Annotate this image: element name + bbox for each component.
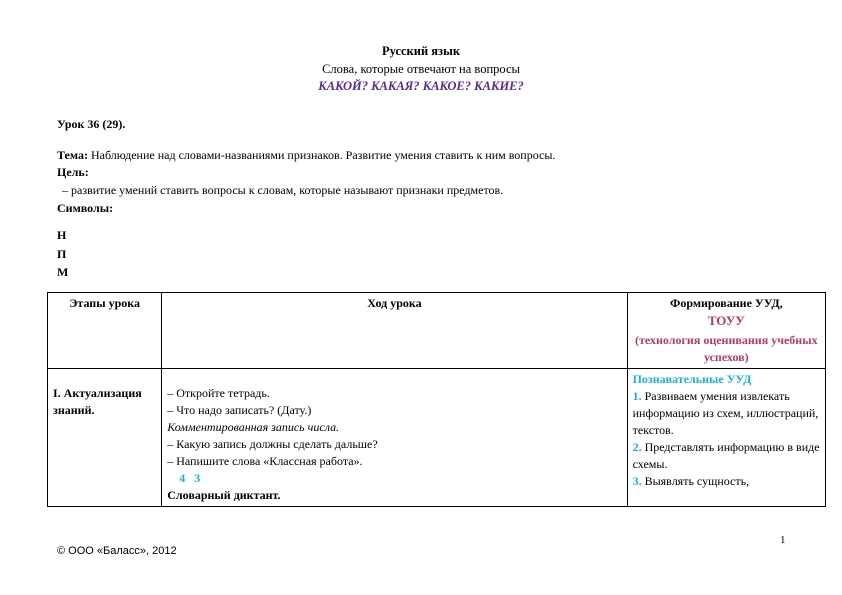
- course-line-7: Словарный диктант.: [167, 488, 281, 502]
- table-row: [48, 369, 826, 507]
- uud-item-3: [633, 473, 820, 490]
- symbol-m: М: [57, 265, 69, 279]
- lesson-tema: [57, 148, 555, 163]
- goal-label: Цель:: [57, 165, 89, 179]
- uud-text-1: Развиваем умения извлекать информацию из схем, иллюстраций, текстов.: [632, 389, 819, 437]
- course-cell: [162, 369, 627, 507]
- header-course: Ход урока: [162, 293, 627, 369]
- topic-line-2: КАКОЙ? КАКАЯ? КАКОЕ? КАКИЕ?: [318, 79, 524, 93]
- symbol-p: П: [57, 247, 67, 261]
- header-uud: [627, 293, 825, 369]
- stage-cell: I. Актуализация знаний.: [48, 369, 162, 507]
- uud-item-1: [633, 388, 820, 439]
- header-uud-line3: (технология оценивания учебных успехов): [635, 333, 818, 364]
- tema-text: Наблюдение над словами-названиями признаков. Развитие умения ставить к ним вопросы.: [87, 148, 556, 162]
- copyright-footer: © ООО «Баласс», 2012: [57, 545, 177, 557]
- course-line-3: Комментированная запись числа.: [167, 420, 340, 434]
- header-stages: Этапы урока: [48, 293, 162, 369]
- table-header-row: [48, 293, 826, 369]
- goal-text: – развитие умений ставить вопросы к словам, которые называют признаки предметов.: [62, 183, 504, 197]
- uud-num-3: 3.: [632, 474, 642, 488]
- uud-text-3: Выявлять сущность,: [641, 474, 750, 488]
- course-line-2: – Что надо записать? (Дату.): [167, 403, 312, 417]
- topic-line-1: Слова, которые отвечают на вопросы: [322, 62, 520, 76]
- uud-text-2: Представлять информацию в виде схемы.: [632, 440, 820, 471]
- course-line-1: – Откройте тетрадь.: [167, 386, 270, 400]
- symbols-label: Символы:: [57, 201, 114, 215]
- uud-title: Познавательные УУД: [632, 372, 752, 386]
- subject-title: Русский язык: [381, 44, 461, 58]
- tema-label: Тема:: [57, 148, 88, 162]
- uud-item-2: [633, 439, 820, 473]
- uud-num-2: 2.: [632, 440, 642, 454]
- page-number: 1: [780, 534, 786, 546]
- course-line-4: – Какую запись должны сделать дальше?: [167, 437, 378, 451]
- lesson-table: [47, 292, 826, 507]
- uud-num-1: 1.: [632, 389, 642, 403]
- uud-cell: [627, 369, 825, 507]
- header-uud-touu: ТОУУ: [707, 313, 745, 328]
- symbol-n: Н: [57, 228, 67, 242]
- header-uud-line1: Формирование УУД,: [670, 296, 783, 310]
- symbol-numbers: 4 3: [179, 471, 201, 485]
- course-line-5: – Напишите слова «Классная работа».: [167, 454, 363, 468]
- lesson-number: Урок 36 (29).: [57, 117, 126, 131]
